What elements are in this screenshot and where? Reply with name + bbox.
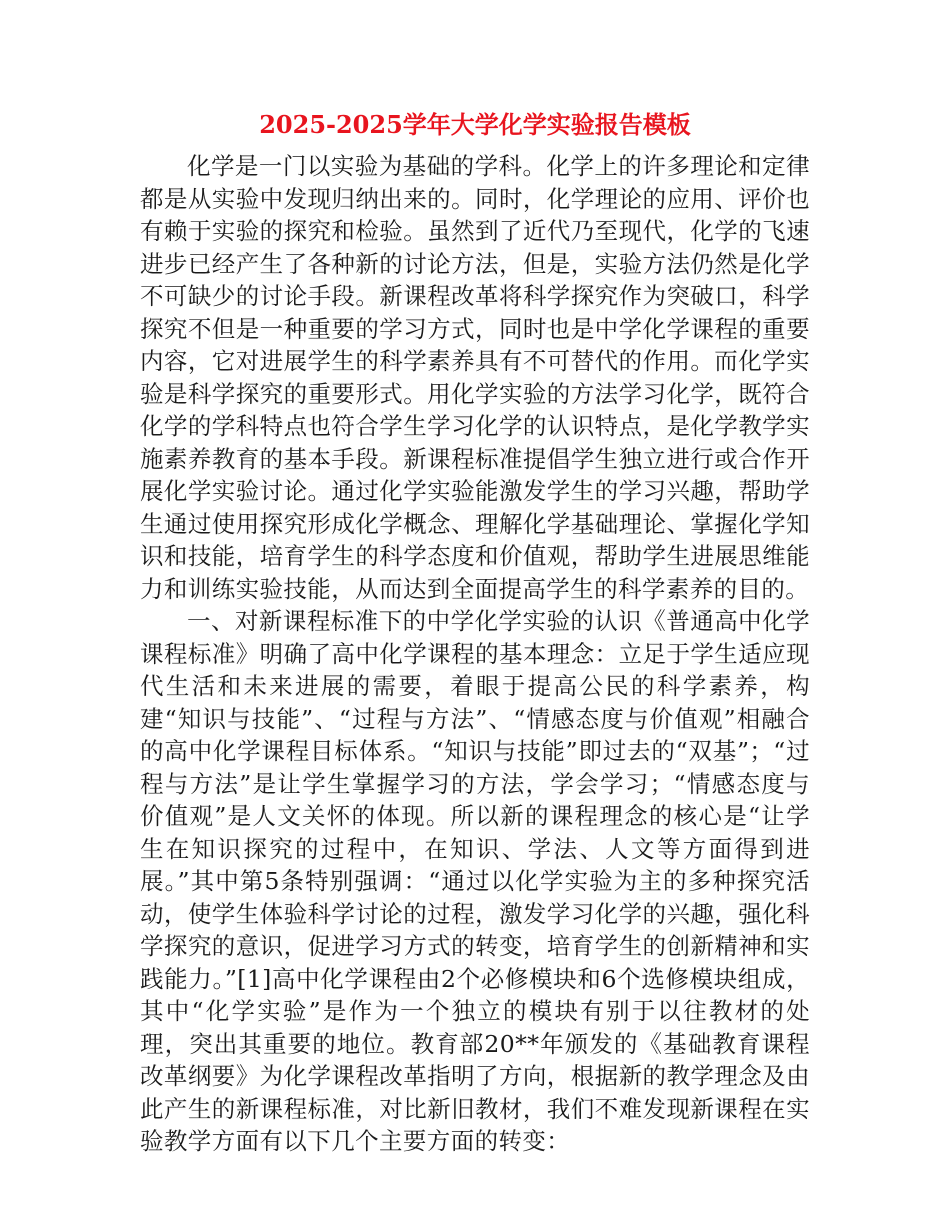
paragraph-intro: 化学是一门以实验为基础的学科。化学上的许多理论和定律都是从实验中发现归纳出来的。同时，化学理论的应用、评价也有赖于实验的探究和检验。虽然到了近代乃至现代，化学的飞速进步已经产生了各种新的讨论方法，但是，实验方法仍然是化学不可缺少的讨论手段。新课程改革将科学探究作为突破口，科学探究不但是一种重要的学习方式，同时也是中学化学课程的重要内容，它对进展学生的科学素养具有不可替代的作用。而化学实验是科学探究的重要形式。用化学实验的方法学习化学，既符合化学的学科特点也符合学生学习化学的认识特点，是化学教学实施素养教育的基本手段。新课程标准提倡学生独立进行或合作开展化学实验讨论。通过化学实验能激发学生的学习兴趣，帮助学生通过使用探究形成化学概念、理解化学基础理论、掌握化学知识和技能，培育学生的科学态度和价值观，帮助学生进展思维能力和训练实验技能，从而达到全面提高学生的科学素养的目的。 xyxy=(140,152,810,603)
paragraph-section-one: 一、对新课程标准下的中学化学实验的认识《普通高中化学课程标准》明确了高中化学课程的基本理念：立足于学生适应现代生活和未来进展的需要，着眼于提高公民的科学素养，构建“知识与技能”、“过程与方法”、“情感态度与价值观”相融合的高中化学课程目标体系。“知识与技能”即过去的“双基”；“过程与方法”是让学生掌握学习的方法，学会学习；“情感态度与价值观”是人文关怀的体现。所以新的课程理念的核心是“让学生在知识探究的过程中，在知识、学法、人文等方面得到进展。”其中第5条特别强调：“通过以化学实验为主的多种探究活动，使学生体验科学讨论的过程，激发学习化学的兴趣，强化科学探究的意识，促进学习方式的转变，培育学生的创新精神和实践能力。”[1]高中化学课程由2个必修模块和6个选修模块组成，其中“化学实验”是作为一个独立的模块有别于以往教材的处理，突出其重要的地位。教育部20**年颁发的《基础教育课程改革纲要》为化学课程改革指明了方向，根据新的教学理念及由此产生的新课程标准，对比新旧教材，我们不难发现新课程在实验教学方面有以下几个主要方面的转变： xyxy=(140,607,810,1155)
document-title: 2025-2025学年大学化学实验报告模板 xyxy=(259,110,691,139)
document-body xyxy=(140,150,810,1158)
